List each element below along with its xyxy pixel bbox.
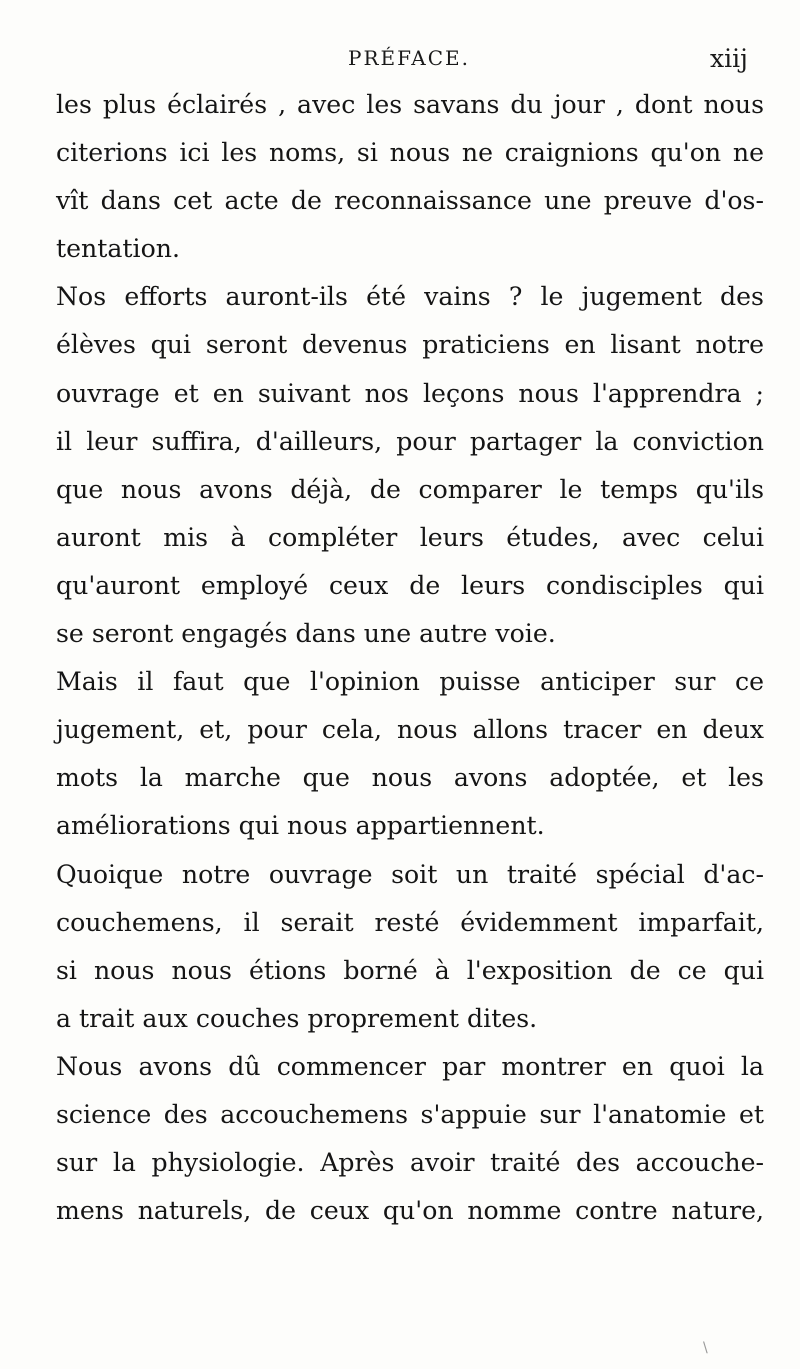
text-line: Quoique notre ouvrage soit un traité spécial d'ac- xyxy=(56,859,764,889)
text-line: sur la physiologie. Après avoir traité des accouche- xyxy=(56,1148,764,1178)
text-line: citerions ici les noms, si nous ne craignions qu'on ne xyxy=(56,138,764,168)
text-line: vît dans cet acte de reconnaissance une preuve d'os- xyxy=(56,186,764,216)
text-line: Mais il faut que l'opinion puisse anticiper sur ce xyxy=(56,667,764,697)
text-line: se seront engagés dans une autre voie. xyxy=(56,619,556,649)
text-line: science des accouchemens s'appuie sur l'anatomie et xyxy=(56,1099,764,1129)
text-line: élèves qui seront devenus praticiens en lisant notre xyxy=(56,330,764,360)
footer-mark: \ xyxy=(703,1340,708,1356)
text-line: qu'auront employé ceux de leurs condisciples qui xyxy=(56,570,764,600)
text-line: tentation. xyxy=(56,234,180,264)
text-line: Nos efforts auront-ils été vains ? le jugement des xyxy=(56,282,764,312)
text-line: couchemens, il serait resté évidemment imparfait, xyxy=(56,907,764,937)
page-number: xiij xyxy=(710,44,748,73)
page-header xyxy=(0,40,800,80)
text-line: améliorations qui nous appartiennent. xyxy=(56,811,545,841)
text-line: que nous avons déjà, de comparer le temps qu'ils xyxy=(56,474,764,504)
text-line: si nous nous étions borné à l'exposition de ce qui xyxy=(56,955,764,985)
text-line: mens naturels, de ceux qu'on nomme contre nature, xyxy=(56,1196,764,1226)
text-line: il leur suffira, d'ailleurs, pour partager la conviction xyxy=(56,426,764,456)
text-line: ouvrage et en suivant nos leçons nous l'apprendra ; xyxy=(56,378,764,408)
running-title: PRÉFACE. xyxy=(348,46,470,70)
text-line: auront mis à compléter leurs études, avec celui xyxy=(56,522,764,552)
text-line: jugement, et, pour cela, nous allons tracer en deux xyxy=(56,715,764,745)
text-line: mots la marche que nous avons adoptée, et les xyxy=(56,763,764,793)
text-line: les plus éclairés , avec les savans du jour , dont nous xyxy=(56,90,764,119)
text-line: a trait aux couches proprement dites. xyxy=(56,1003,538,1033)
text-line: Nous avons dû commencer par montrer en quoi la xyxy=(56,1051,764,1081)
body-text xyxy=(56,81,764,1235)
